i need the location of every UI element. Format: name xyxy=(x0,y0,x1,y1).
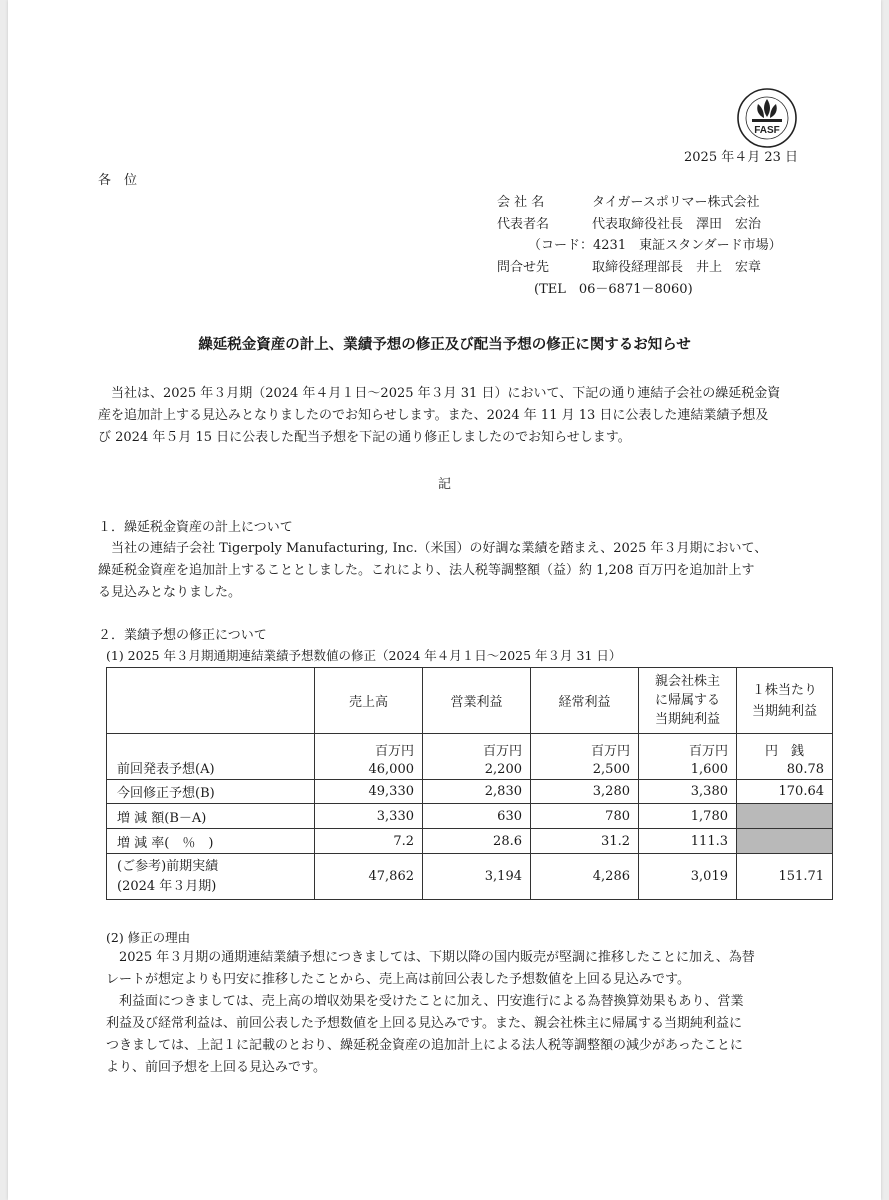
representative-label: 代表者名 xyxy=(497,217,550,232)
company-name-label: 会 社 名 xyxy=(497,195,545,210)
table-cell xyxy=(639,734,737,780)
table-row xyxy=(107,804,833,829)
cell-value: 3,380 xyxy=(639,780,737,804)
reason-heading: (2) 修正の理由 xyxy=(106,930,191,945)
header-sales: 売上高 xyxy=(315,668,423,734)
cell-value: 7.2 xyxy=(315,829,423,854)
cell-value: 47,862 xyxy=(315,854,423,900)
section1-line: 繰延税金資産を追加計上することとしました。これにより、法人税等調整額（益）約 1,208 百万円を追加計上す xyxy=(98,563,755,578)
header-net-income xyxy=(639,668,737,734)
header-net-income-line: 親会社株主 xyxy=(654,674,720,689)
intro-paragraph xyxy=(98,383,798,449)
row-label xyxy=(107,854,315,900)
header-net-income-line: 当期純利益 xyxy=(654,712,720,727)
table-cell xyxy=(531,734,639,780)
forecast-table-caption: (1) 2025 年３月期通期連結業績予想数値の修正（2024 年４月１日～2025 年３月 31 日） xyxy=(106,648,622,663)
cell-value: 151.71 xyxy=(737,854,833,900)
header-operating-income: 営業利益 xyxy=(423,668,531,734)
header-eps xyxy=(737,668,833,734)
cell-value: 780 xyxy=(531,804,639,829)
table-row xyxy=(107,854,833,900)
cell-value: 3,280 xyxy=(531,780,639,804)
unit-label: 百万円 xyxy=(590,744,630,759)
header-ordinary-income: 経常利益 xyxy=(531,668,639,734)
header-eps-line: １株当たり xyxy=(751,682,817,698)
cell-value: 28.6 xyxy=(423,829,531,854)
intro-line: 当社は、2025 年３月期（2024 年４月１日～2025 年３月 31 日）において、下記の通り連結子会社の繰延税金資 xyxy=(111,386,781,401)
document-page xyxy=(8,0,881,1200)
reason-line: レートが想定よりも円安に推移したことから、売上高は前回公表した予想数値を上回る見込みです。 xyxy=(106,972,690,987)
row-label: 増 減 額(B－A) xyxy=(107,804,315,829)
contact-person: 取締役経理部長 井上 宏章 xyxy=(592,260,762,275)
table-cell xyxy=(315,734,423,780)
forecast-table xyxy=(106,667,833,900)
release-date: 2025 年４月 23 日 xyxy=(684,150,799,165)
cell-value: 80.78 xyxy=(786,762,824,777)
document-title: 繰延税金資産の計上、業績予想の修正及び配当予想の修正に関するお知らせ xyxy=(198,337,691,353)
unit-label: 百万円 xyxy=(374,744,414,759)
cell-value: 46,000 xyxy=(368,762,414,777)
fasf-logo-icon xyxy=(736,87,798,149)
cell-value: 111.3 xyxy=(639,829,737,854)
ki-marker: 記 xyxy=(437,477,451,492)
header-net-income-line: に帰属する xyxy=(654,693,720,708)
reason-line: より、前回予想を上回る見込みです。 xyxy=(106,1060,326,1075)
cell-value: 4,286 xyxy=(531,854,639,900)
row-label-line: (2024 年３月期) xyxy=(117,878,217,894)
cell-value: 170.64 xyxy=(737,780,833,804)
row-label: 増 減 率( ％ ) xyxy=(107,829,315,854)
section1-line: る見込みとなりました。 xyxy=(98,585,242,600)
unit-label: 百万円 xyxy=(688,744,728,759)
reason-paragraph-1 xyxy=(106,947,801,991)
row-label-line: (ご参考)前期実績 xyxy=(117,858,219,874)
reason-paragraph-2 xyxy=(106,991,801,1079)
cell-value: 1,600 xyxy=(690,762,728,777)
table-corner-cell xyxy=(107,668,315,734)
table-cell xyxy=(737,734,833,780)
intro-line: び 2024 年５月 15 日に公表した配当予想を下記の通り修正しましたのでお知らせします。 xyxy=(98,430,631,445)
addressee: 各 位 xyxy=(98,173,138,188)
table-row xyxy=(107,734,833,780)
cell-value: 1,780 xyxy=(639,804,737,829)
unit-label: 円 銭 xyxy=(764,744,804,759)
cell-value: 2,500 xyxy=(592,762,630,777)
reason-line: つきましては、上記１に記載のとおり、繰延税金資産の追加計上による法人税等調整額の減少があったことに xyxy=(106,1038,743,1053)
cell-value: 2,830 xyxy=(423,780,531,804)
row-label: 今回修正予想(B) xyxy=(107,780,315,804)
unit-label: 百万円 xyxy=(482,744,522,759)
cell-value: 49,330 xyxy=(315,780,423,804)
cell-value: 630 xyxy=(423,804,531,829)
section1-line: 当社の連結子会社 Tigerpoly Manufacturing, Inc.（米国）の好調な業績を踏まえ、2025 年３月期において、 xyxy=(111,541,768,556)
section1-paragraph xyxy=(98,538,798,604)
header-eps-line: 当期純利益 xyxy=(751,703,817,719)
logo-text: FASF xyxy=(754,125,780,136)
reason-line: 利益面につきましては、売上高の増収効果を受けたことに加え、円安進行による為替換算効果もあり、営業 xyxy=(119,994,744,1009)
table-header-row xyxy=(107,668,833,734)
shaded-cell xyxy=(737,804,833,829)
row-label: 前回発表予想(A) xyxy=(107,734,315,780)
cell-value: 2,200 xyxy=(484,762,522,777)
cell-value: 3,330 xyxy=(315,804,423,829)
stock-code: （コード：4231 東証スタンダード市場） xyxy=(528,238,782,253)
company-name: タイガースポリマー株式会社 xyxy=(592,195,760,210)
section1-heading: １．繰延税金資産の計上について xyxy=(98,520,293,535)
reason-line: 2025 年３月期の通期連結業績予想につきましては、下期以降の国内販売が堅調に推移したことに加え、為替 xyxy=(119,950,755,965)
cell-value: 31.2 xyxy=(531,829,639,854)
section2-heading: ２．業績予想の修正について xyxy=(98,628,267,643)
table-cell xyxy=(423,734,531,780)
contact-label: 問合せ先 xyxy=(497,260,550,275)
cell-value: 3,019 xyxy=(639,854,737,900)
shaded-cell xyxy=(737,829,833,854)
table-row xyxy=(107,829,833,854)
reason-line: 利益及び経常利益は、前回公表した予想数値を上回る見込みです。また、親会社株主に帰属する当期純利益に xyxy=(106,1016,742,1031)
cell-value: 3,194 xyxy=(423,854,531,900)
representative: 代表取締役社長 澤田 宏治 xyxy=(592,217,762,232)
intro-line: 産を追加計上する見込みとなりましたのでお知らせします。また、2024 年 11 月 13 日に公表した連結業績予想及 xyxy=(98,408,769,423)
table-row xyxy=(107,780,833,804)
telephone: (TEL 06－6871－8060) xyxy=(534,282,693,297)
